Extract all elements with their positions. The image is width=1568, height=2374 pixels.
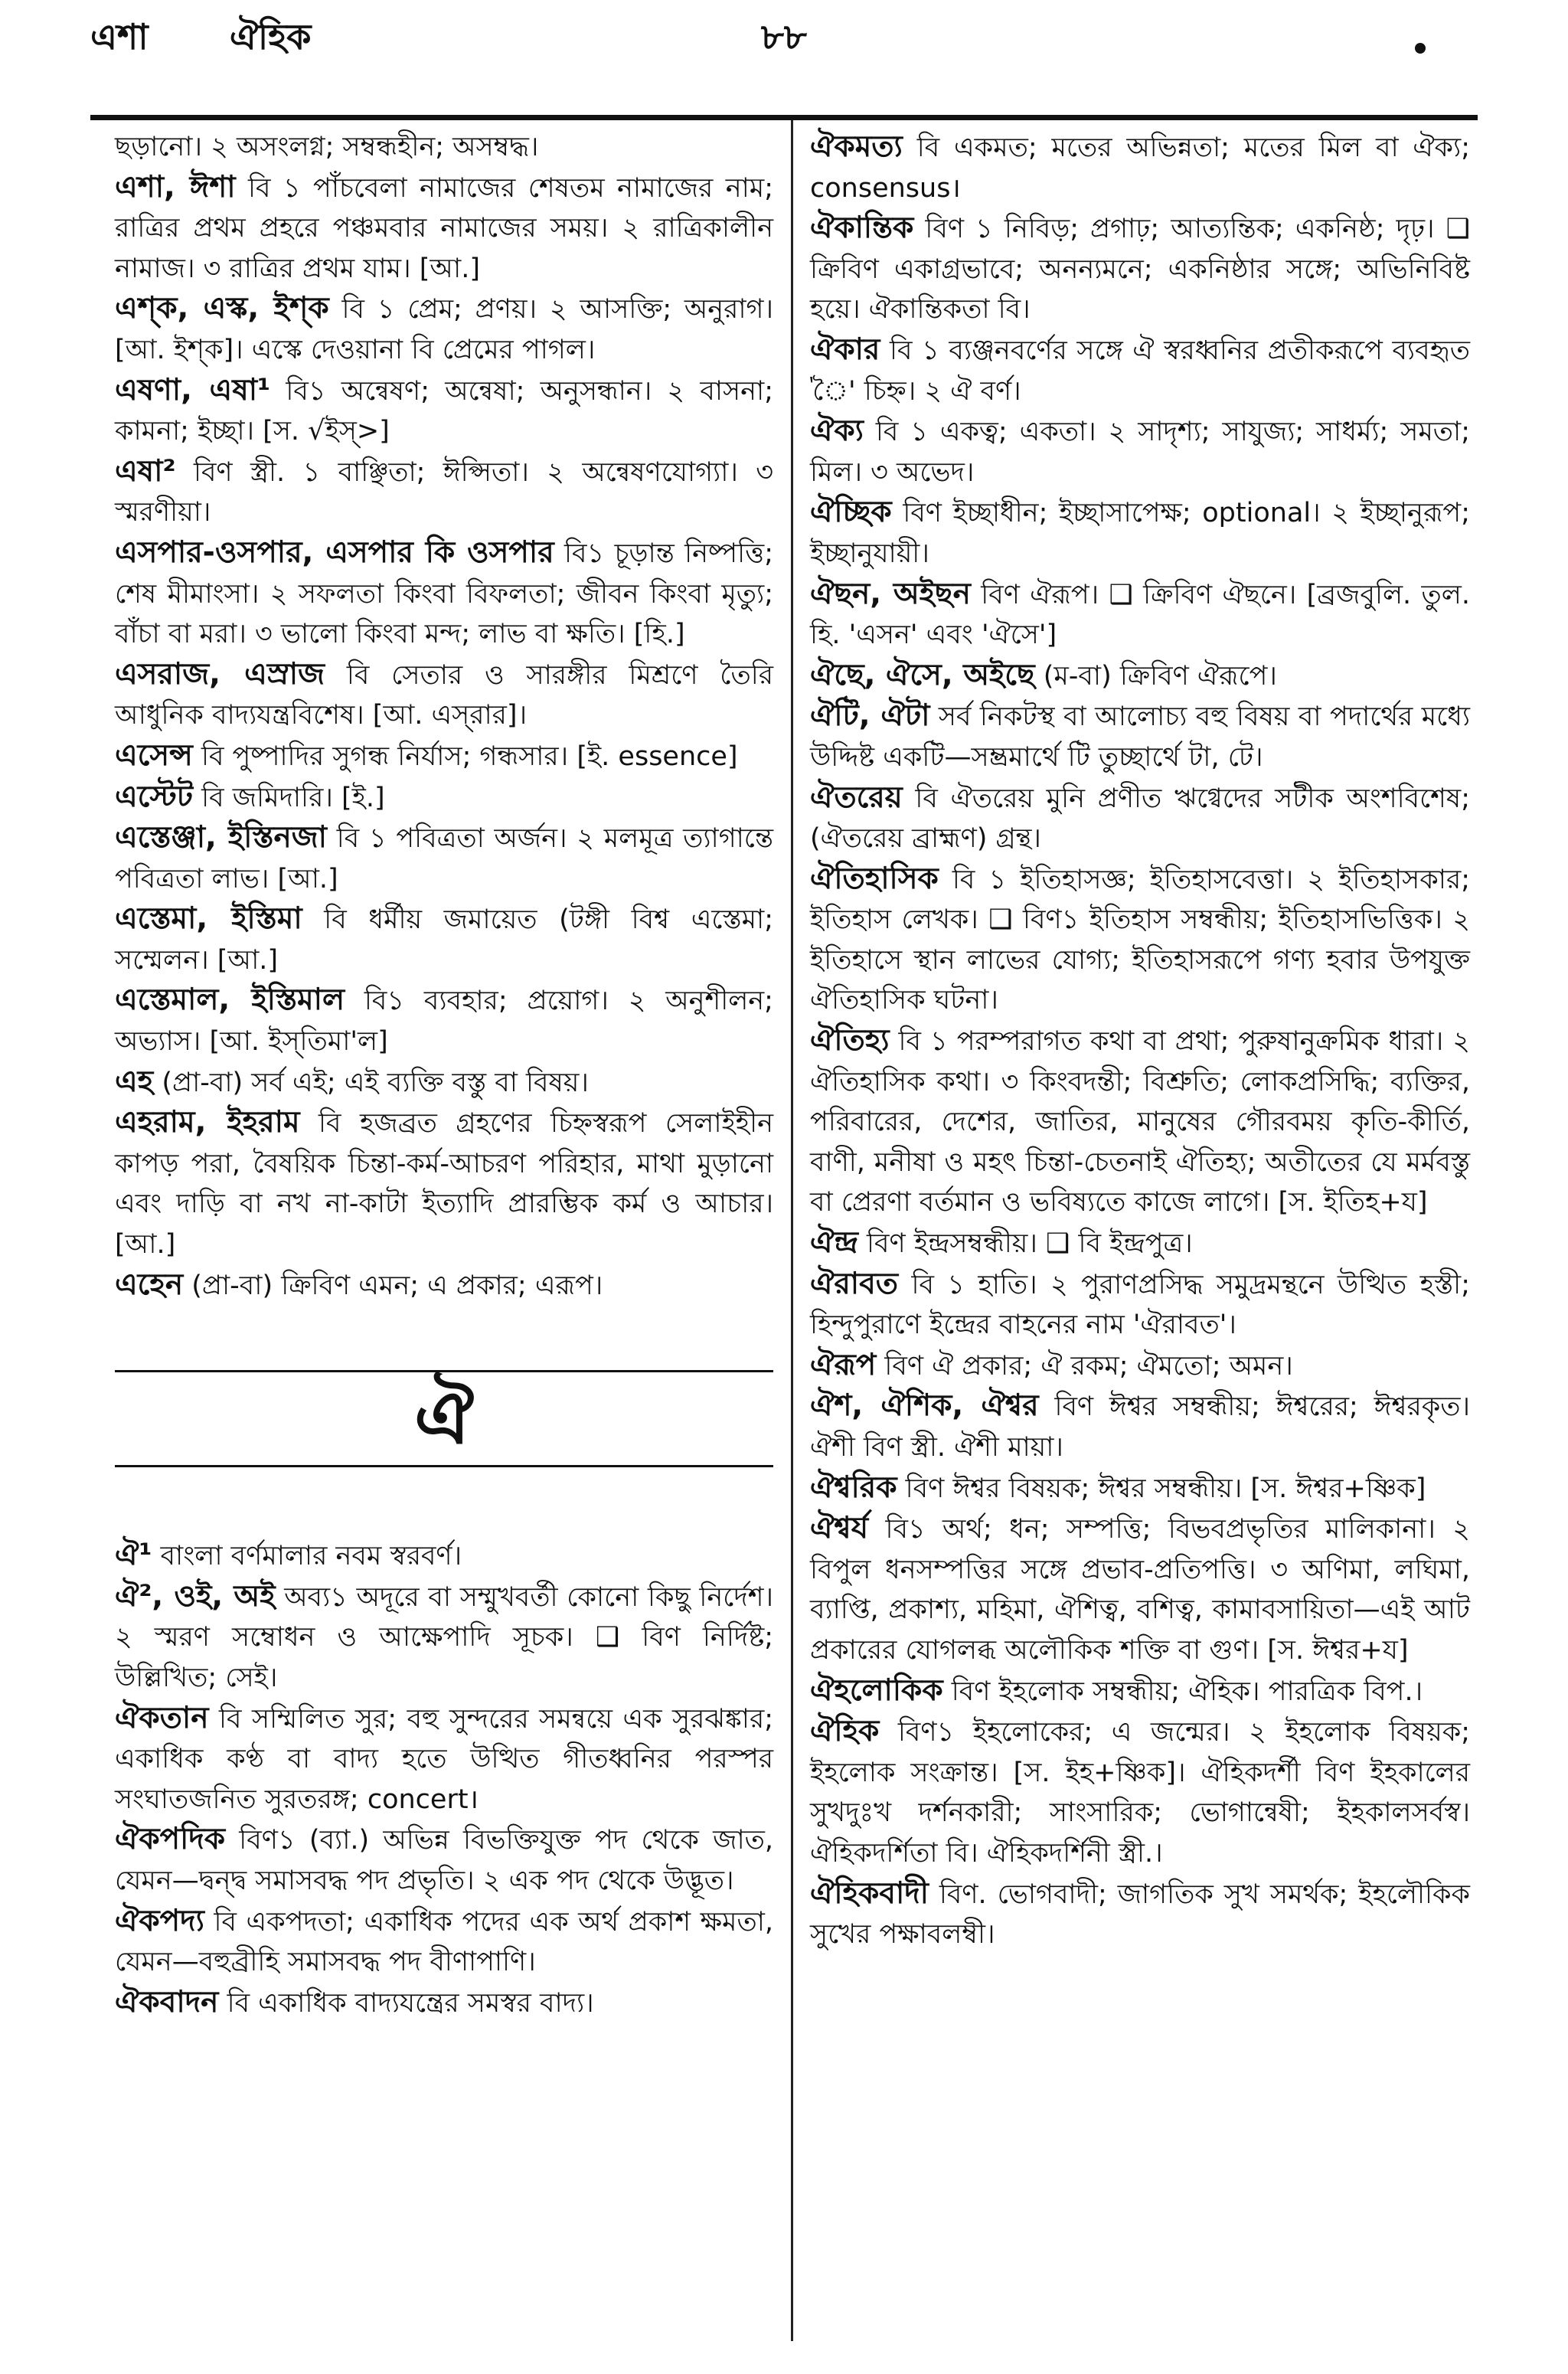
dictionary-entry: [810, 127, 1470, 208]
dictionary-entry: [115, 1699, 773, 1820]
entry-definition: বি১ অর্থ; ধন; সম্পত্তি; বিভবপ্রভৃতির মালিকানা। ২ বিপুল ধনসম্পত্তির সঙ্গে প্রভাব-প্রতিপত্তি। ৩ অণিমা, লঘিমা, ব্যাপ্তি, প্রকাশ্য, মহিমা, ঐশিত্ব, বশিত্ব, কামাবসায়িতা—এই আট প্রকারের যোগলব্ধ অলৌকিক শক্তি বা গুণ। [স. ঈশ্বর+য]: [810, 1514, 1470, 1666]
dictionary-entry: [810, 330, 1470, 411]
entry-definition: বিণ ইহলোক সম্বন্ধীয়; ঐহিক। পারত্রিক বিপ.।: [951, 1676, 1423, 1707]
entry-headword: ঐতরেয়: [810, 780, 903, 815]
guide-word-last: ঐহিক: [230, 16, 312, 57]
entry-definition: বি ১ পরম্পরাগত কথা বা প্রথা; পুরুষানুক্রমিক ধারা। ২ ঐতিহাসিক কথা। ৩ কিংবদন্তী; বিশ্রুতি; লোকপ্রসিদ্ধি; ব্যক্তির, পরিবারের, দেশের, জাতির, মানুষের গৌরবময় কৃতি-কীর্তি, বাণী, মনীষা ও মহৎ চিন্তা-চেতনাই ঐতিহ্য; অতীতের যে মর্মবস্তু বা প্রেরণা বর্তমান ও ভবিষ্যতে কাজে লাগে। [স. ইতিহ+য]: [810, 1026, 1470, 1218]
entry-definition: বি ১ ব্যঞ্জনবর্ণের সঙ্গে ঐ স্বরধ্বনির প্রতীকরূপে ব্যবহৃত 'ৈ' চিহ্ন। ২ ঐ বর্ণ।: [810, 335, 1470, 407]
dictionary-entry: [810, 492, 1470, 574]
entry-headword: এষা²: [115, 453, 176, 489]
entry-headword: এসরাজ, এস্রাজ: [115, 656, 325, 692]
entry-headword: ঐন্দ্র: [810, 1225, 858, 1261]
dictionary-entry: [115, 980, 773, 1061]
entry-definition: বিণ. ভোগবাদী; জাগতিক সুখ সমর্থক; ইহলৌকিক সুখের পক্ষাবলম্বী।: [810, 1879, 1470, 1951]
entry-headword: এস্তেমাল, ইস্তিমাল: [115, 983, 345, 1018]
entry-headword: ঐকপদ্য: [115, 1903, 204, 1938]
entry-headword: ঐটি, ঐটা: [810, 698, 930, 734]
dictionary-entry: [810, 859, 1470, 1021]
entry-headword: ঐকান্তিক: [810, 211, 914, 246]
entry-definition: বি সম্মিলিত সুর; বহু সুন্দরের সমন্বয়ে এক সুরঝঙ্কার; একাধিক কণ্ঠ বা বাদ্য হতে উত্থিত গীতধ্বনির পরস্পর সংঘাতজনিত সুরতরঙ্গ; concert।: [115, 1703, 773, 1815]
entry-definition: বি একমত; মতের অভিন্নতা; মতের মিল বা ঐক্য; consensus।: [810, 132, 1470, 204]
entry-headword: ঐশ, ঐশিক, ঐশ্বর: [810, 1388, 1039, 1424]
entry-headword: ঐহলোকিক: [810, 1673, 943, 1708]
header-rule: [90, 115, 1478, 120]
dictionary-entry: [115, 452, 773, 533]
dictionary-entry: [115, 371, 773, 452]
dictionary-entry: [810, 574, 1470, 656]
entry-definition: অব্য১ অদূরে বা সম্মুখবর্তী কোনো কিছু নির্দেশ। ২ স্মরণ সম্বোধন ও আক্ষেপাদি সূচক। ❑ বিণ নির্দিষ্ট; উল্লিখিত; সেই।: [115, 1581, 773, 1693]
right-entries: [810, 127, 1470, 1955]
entry-headword: এষণা, এষা¹: [115, 372, 271, 407]
dictionary-entry: [115, 1983, 773, 2024]
dictionary-entry: [115, 1901, 773, 1983]
section-letter-box: [115, 1306, 773, 1535]
entry-headword: ঐতিহাসিক: [810, 861, 939, 896]
dictionary-entry: [115, 1577, 773, 1699]
dictionary-entry: [810, 656, 1470, 697]
entry-headword: ঐকমত্য: [810, 129, 903, 164]
dictionary-entry: [810, 1021, 1470, 1223]
dictionary-entry: [810, 1386, 1470, 1467]
dictionary-entry: [115, 655, 773, 736]
entry-definition: সর্ব নিকটস্থ বা আলোচ্য বহু বিষয় বা পদার্থের মধ্যে উদ্দিষ্ট একটি—সম্ভ্রমার্থে টি তুচ্ছার্থে টা, টে।: [810, 701, 1470, 773]
entry-headword: ঐকপদিক: [115, 1822, 226, 1857]
left-column: [115, 127, 773, 2023]
entry-headword: ঐশ্বর্য: [810, 1511, 869, 1546]
dictionary-entry: [810, 411, 1470, 492]
dictionary-entry: [810, 1874, 1470, 1955]
dictionary-entry: [810, 1671, 1470, 1712]
entry-definition: (প্রা-বা) ক্রিবিণ এমন; এ প্রকার; এরূপ।: [191, 1270, 603, 1301]
entry-headword: ঐচ্ছিক: [810, 495, 892, 530]
entry-definition: বি হজব্রত গ্রহণের চিহ্নস্বরূপ সেলাইহীন কাপড় পরা, বৈষয়িক চিন্তা-কর্ম-আচরণ পরিহার, মাথা মুড়ানো এবং দাড়ি বা নখ না-কাটা ইত্যাদি প্রারম্ভিক কর্ম ও আচার। [আ.]: [115, 1108, 773, 1261]
dictionary-entry: [115, 533, 773, 655]
entry-headword: ঐহিক: [810, 1714, 880, 1749]
entry-headword: এহেন: [115, 1267, 184, 1302]
dictionary-entry: [115, 899, 773, 980]
entry-headword: এস্টেট: [115, 779, 193, 814]
dictionary-entry: [115, 777, 773, 819]
entry-headword: এস্তেমা, ইস্তিমা: [115, 901, 302, 937]
page-number: ৮৮: [761, 16, 807, 57]
entry-definition: বি১ অন্বেষণ; অন্বেষা; অনুসন্ধান। ২ বাসনা; কামনা; ইচ্ছা। [স. √ইস্>]: [115, 375, 773, 447]
dictionary-entry: [810, 1712, 1470, 1873]
entry-definition: (ম-বা) ক্রিবিণ ঐরূপে।: [1043, 660, 1277, 692]
dictionary-entry: [810, 1509, 1470, 1670]
entry-definition: বিণ ঐরূপ। ❑ ক্রিবিণ ঐছনে। [ব্রজবুলি. তুল. হি. 'এসন' এবং 'ঐসে']: [810, 579, 1470, 651]
entry-headword: ঐকতান: [115, 1700, 209, 1735]
dictionary-entry: [115, 1820, 773, 1901]
dictionary-entry: [115, 289, 773, 370]
entry-headword: ঐরূপ: [810, 1347, 877, 1382]
entry-headword: এশ্‌ক, এস্ক, ইশ্‌ক: [115, 291, 329, 326]
entry-headword: এহ: [115, 1064, 154, 1099]
dictionary-entry: [115, 127, 773, 168]
entry-definition: বিণ ইচ্ছাধীন; ইচ্ছাসাপেক্ষ; optional। ২ ইচ্ছানুরূপ; ইচ্ছানুযায়ী।: [810, 498, 1470, 569]
entry-definition: বিণ স্ত্রী. ১ বাঞ্ছিতা; ঈপ্সিতা। ২ অন্বেষণযোগ্যা। ৩ স্মরণীয়া।: [115, 456, 773, 528]
dictionary-entry: [810, 1346, 1470, 1387]
entry-definition: বিণ ঐ প্রকার; ঐ রকম; ঐমতো; অমন।: [884, 1350, 1293, 1382]
entry-definition: বি ধর্মীয় জমায়েত (টঙ্গী বিশ্ব এস্তেমা; সম্মেলন। [আ.]: [115, 904, 773, 976]
entry-headword: ঐতিহ্য: [810, 1023, 890, 1058]
entry-definition: বিণ১ ইহলোকের; এ জন্মের। ২ ইহলোক বিষয়ক; ইহলোক সংক্রান্ত। [স. ইহ+ষ্ণিক]। ঐহিকদর্শী বিণ ইহকালের সুখদুঃখ দর্শনকারী; সাংসারিক; ভোগান্বেষী; ইহকালসর্বস্ব। ঐহিকদর্শিতা বি। ঐহিকদর্শিনী স্ত্রী.।: [810, 1717, 1470, 1869]
left-entries-after: [115, 1535, 773, 2023]
entry-headword: ঐকার: [810, 332, 880, 367]
entry-definition: বি একপদতা; একাধিক পদের এক অর্থ প্রকাশ ক্ষমতা, যেমন—বহুব্রীহি সমাসবদ্ধ পদ বীণাপাণি।: [115, 1906, 773, 1978]
dictionary-entry: [810, 696, 1470, 777]
entry-headword: এহরাম, ইহরাম: [115, 1105, 300, 1140]
entry-definition: বিণ ১ নিবিড়; প্রগাঢ়; আত্যন্তিক; একনিষ্ঠ; দৃঢ়। ❑ ক্রিবিণ একাগ্রভাবে; অনন্যমনে; একনিষ্ঠার সঙ্গে; অভিনিবিষ্ট হয়ে। ঐকান্তিকতা বি।: [810, 214, 1470, 325]
section-rule-bottom: [115, 1465, 773, 1467]
page-header: [0, 0, 1568, 115]
entry-headword: ঐকবাদন: [115, 1984, 219, 2019]
dictionary-entry: [115, 1535, 773, 1577]
entry-headword: ঐছন, অইছন: [810, 576, 971, 611]
entry-definition: বি ১ প্রেম; প্রণয়। ২ আসক্তি; অনুরাগ। [আ. ইশ্‌ক]। এস্কে দেওয়ানা বি প্রেমের পাগল।: [115, 294, 773, 365]
left-entries: [115, 127, 773, 1306]
entry-headword: ঐরাবত: [810, 1266, 899, 1301]
entry-definition: বি ১ ইতিহাসজ্ঞ; ইতিহাসবেত্তা। ২ ইতিহাসকার; ইতিহাস লেখক। ❑ বিণ১ ইতিহাস সম্বন্ধীয়; ইতিহাসভিত্তিক। ২ ইতিহাসে স্থান লাভের যোগ্য; ইতিহাসরূপে গণ্য হবার উপযুক্ত ঐতিহাসিক ঘটনা।: [810, 864, 1470, 1016]
entry-headword: ঐক্য: [810, 414, 864, 449]
entry-definition: বি ১ পাঁচবেলা নামাজের শেষতম নামাজের নাম; রাত্রির প্রথম প্রহরে পঞ্চমবার নামাজের সময়। ২ রাত্রিকালীন নামাজ। ৩ রাত্রির প্রথম যাম। [আ.]: [115, 172, 773, 284]
entry-definition: বি১ ব্যবহার; প্রয়োগ। ২ অনুশীলন; অভ্যাস। [আ. ইস্‌তিমা'ল]: [115, 986, 773, 1058]
entry-headword: এস্তেঞ্জা, ইস্তিনজা: [115, 820, 327, 855]
entry-definition: বি সেতার ও সারঙ্গীর মিশ্রণে তৈরি আধুনিক বাদ্যযন্ত্রবিশেষ। [আ. এস্‌রার]।: [115, 659, 773, 731]
dictionary-entry: [810, 208, 1470, 330]
entry-headword: ঐহিকবাদী: [810, 1875, 929, 1911]
entry-definition: বি একাধিক বাদ্যযন্ত্রের সমস্বর বাদ্য।: [227, 1987, 594, 2019]
entry-definition: বিণ ঈশ্বর বিষয়ক; ঈশ্বর সম্বন্ধীয়। [স. ঈশ্বর+ষ্ণিক]: [905, 1473, 1426, 1504]
dictionary-entry: [115, 1062, 773, 1104]
column-divider: [791, 120, 793, 2341]
entry-definition: বিণ ঈশ্বর সম্বন্ধীয়; ঈশ্বরের; ঈশ্বরকৃত। ঐশী বিণ স্ত্রী. ঐশী মায়া।: [810, 1391, 1470, 1463]
entry-headword: এসপার-ওসপার, এসপার কি ওসপার: [115, 535, 554, 570]
entry-headword: ঐছে, ঐসে, অইছে: [810, 657, 1035, 692]
dictionary-entry: [115, 1265, 773, 1306]
dictionary-entry: [810, 778, 1470, 859]
entry-definition: বি ঐতরেয় মুনি প্রণীত ঋগ্বেদের সটীক অংশবিশেষ; (ঐতরেয় ব্রাহ্মণ) গ্রন্থ।: [810, 783, 1470, 855]
entry-definition: বি পুষ্পাদির সুগন্ধ নির্যাস; গন্ধসার। [ই. essence]: [201, 741, 738, 772]
entry-definition: বি ১ পবিত্রতা অর্জন। ২ মলমূত্র ত্যাগান্তে পবিত্রতা লাভ। [আ.]: [115, 823, 773, 894]
entry-definition: বিণ ইন্দ্রসম্বন্ধীয়। ❑ বি ইন্দ্রপুত্র।: [867, 1228, 1193, 1260]
section-letter: ঐ: [414, 1375, 474, 1461]
dictionary-entry: [115, 736, 773, 777]
entry-headword: ঐশ্বরিক: [810, 1470, 897, 1505]
entry-definition: বিণ১ (ব্যা.) অভিন্ন বিভক্তিযুক্ত পদ থেকে জাত, যেমন—দ্বন্দ্ব সমাসবদ্ধ পদ প্রভৃতি। ২ এক পদ থেকে উদ্ভূত।: [115, 1825, 773, 1896]
dictionary-entry: [115, 818, 773, 899]
entry-headword: এসেন্স: [115, 737, 193, 773]
dictionary-entry: [810, 1264, 1470, 1346]
entry-definition: বি১ চূড়ান্ত নিষ্পত্তি; শেষ মীমাংসা। ২ সফলতা কিংবা বিফলতা; জীবন কিংবা মৃত্যু; বাঁচা বা মরা। ৩ ভালো কিংবা মন্দ; লাভ বা ক্ষতি। [হি.]: [115, 538, 773, 650]
header-dot: [1415, 43, 1426, 54]
dictionary-entry: [115, 168, 773, 289]
entry-definition: বি জমিদারি। [ই.]: [201, 782, 385, 813]
entry-headword: এশা, ঈশা: [115, 169, 236, 204]
dictionary-entry: [810, 1468, 1470, 1509]
dictionary-entry: [810, 1223, 1470, 1264]
entry-definition: বাংলা বর্ণমালার নবম স্বরবর্ণ।: [160, 1541, 462, 1572]
right-column: [810, 127, 1470, 1955]
entry-definition: (প্রা-বা) সর্ব এই; এই ব্যক্তি বস্তু বা বিষয়।: [162, 1067, 589, 1098]
entry-definition: বি ১ একত্ব; একতা। ২ সাদৃশ্য; সাযুজ্য; সাধর্ম্য; সমতা; মিল। ৩ অভেদ।: [810, 417, 1470, 488]
guide-word-first: এশা: [90, 16, 149, 57]
entry-definition: ছড়ানো। ২ অসংলগ্ন; সম্বন্ধহীন; অসম্বদ্ধ।: [115, 132, 539, 162]
entry-definition: বি ১ হাতি। ২ পুরাণপ্রসিদ্ধ সমুদ্রমন্থনে উত্থিত হস্তী; হিন্দুপুরাণে ইন্দ্রের বাহনের নাম 'ঐরাবত'।: [810, 1269, 1470, 1341]
dictionary-entry: [115, 1103, 773, 1264]
entry-headword: ঐ², ওই, অই: [115, 1578, 276, 1614]
entry-headword: ঐ¹: [115, 1538, 152, 1573]
